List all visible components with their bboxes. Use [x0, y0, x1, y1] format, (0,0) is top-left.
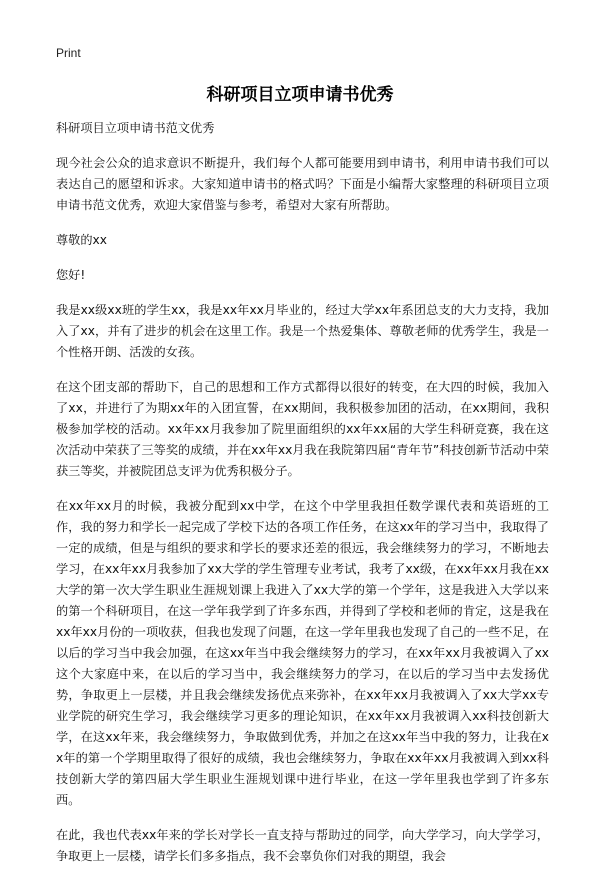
greeting: 您好!: [56, 268, 86, 282]
body-paragraph: 在此，我也代表xx年来的学长对学长一直支持与帮助过的同学，向大学学习，向大学学习，争取更上一层楼，请学长们多多指点，我不会辜负你们对我的期望，我会: [56, 828, 549, 863]
body-paragraph: 我是xx级xx班的学生xx，我是xx年xx月毕业的，经过大学xx年系团总支的大力支持，我加入了xx，并有了进步的机会在这里工作。我是一个热爱集体、尊敬老师的优秀学生，我是一个性格开朗、活泼的女孩。: [56, 303, 549, 359]
body-paragraph: 在xx年xx月的时候，我被分配到xx中学，在这个中学里我担任数学课代表和英语班的工作，我的努力和学长一起完成了学校下达的各项工作任务，在这xx年的学习当中，我取得了一定的成绩，但是与组织的要求和学长的要求还差的很远，我会继续努力的学习，不断地去学习，在xx年xx月我参加了xx大学的学生管理专业考试，我考了xx级，在xx年xx月我在xx大学的第一次大学生职业生涯规划课上我进入了xx大学的第一个学年，这是我进入大学以来的第一个科研项目，在这一学年我学到了许多东西，并得到了学校和老师的肯定，这是我在xx年xx月份的一项收获，但我也发现了问题，在这一学年里我也发现了自己的一些不足，在以后的学习当中我会加强，在这xx年当中我会继续努力的学习，在xx年xx月我被调入了xx这个大家庭中来，在以后的学习当中，我会继续努力的学习，在以后的学习当中去发扬优势，争取更上一层楼，并且我会继续发扬优点来弥补，在xx年xx月我被调入了xx大学xx专业学院的研究生学习，我会继续学习更多的理论知识，在xx年xx月我被调入xx科技创新大学，在这xx年来，我会继续努力，争取做到优秀，并加之在这xx年当中我的努力，让我在xx年的第一个学期里取得了很好的成绩，我也会继续努力，争取在xx年xx月我被调入到xx科技创新大学的第四届大学生职业生涯规划课中进行毕业，在这一学年里我也学到了许多东西。: [56, 499, 549, 807]
document-title: 科研项目立项申请书优秀: [206, 85, 394, 105]
document-subtitle: 科研项目立项申请书范文优秀: [56, 121, 215, 135]
document-body: [56, 118, 549, 881]
intro-paragraph: 现今社会公众的追求意识不断提升，我们每个人都可能要用到申请书，利用申请书我们可以表达自己的愿望和诉求。大家知道申请书的格式吗？下面是小编帮大家整理的科研项目立项申请书范文优秀，欢迎大家借鉴与参考，希望对大家有所帮助。: [56, 156, 549, 212]
body-paragraph: 在这个团支部的帮助下，自己的思想和工作方式都得以很好的转变，在大四的时候，我加入了xx，并进行了为期xx年的入团宣誓，在xx期间，我积极参加团的活动，在xx期间，我积极参加学校的活动。xx年xx月我参加了院里面组织的xx年xx届的大学生科研竞赛，我在这次活动中荣获了三等奖的成绩，并在xx年xx月我在我院第四届“青年节”科技创新节活动中荣获三等奖，并被院团总支评为优秀积极分子。: [56, 380, 549, 478]
salutation: 尊敬的xx: [56, 233, 107, 247]
print-link[interactable]: Print: [56, 46, 81, 60]
